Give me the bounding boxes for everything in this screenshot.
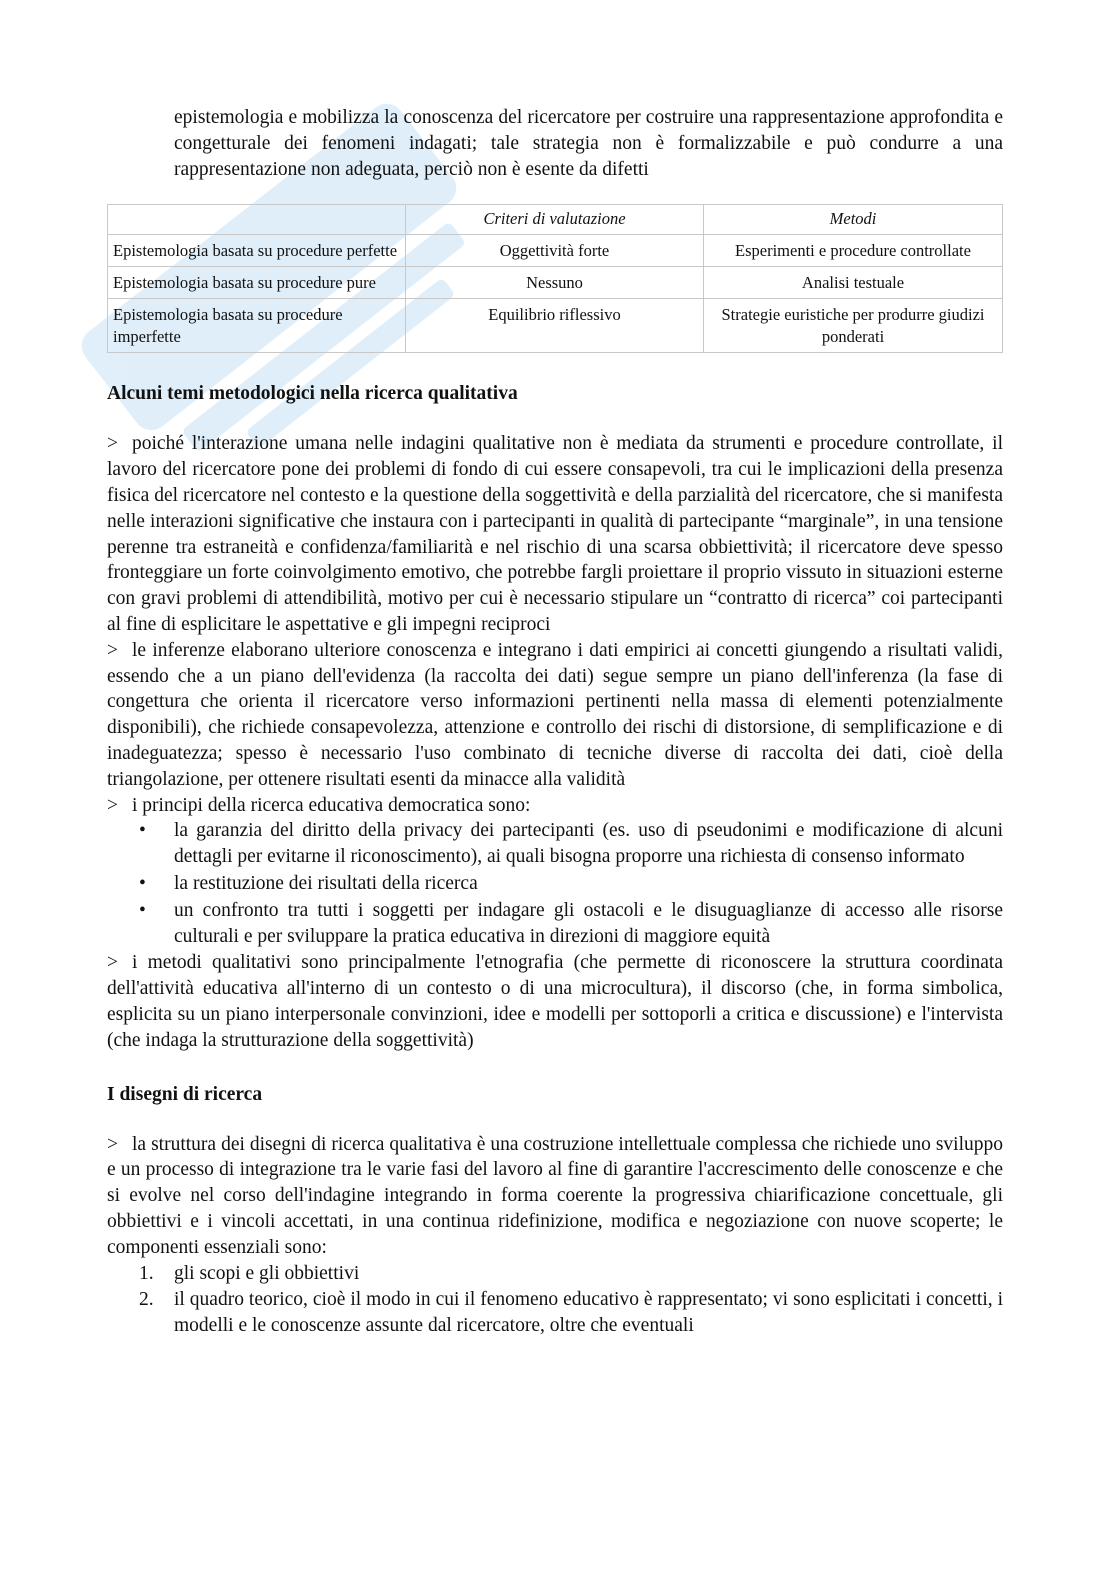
list-item xyxy=(107,1287,1003,1339)
document-page xyxy=(107,105,1003,1340)
paragraph xyxy=(107,793,1003,819)
table-cell: Epistemologia basata su procedure imperfette xyxy=(108,299,406,353)
table-header-cell xyxy=(108,205,406,235)
paragraph xyxy=(107,950,1003,1053)
list-item-text: un confronto tra tutti i soggetti per indagare gli ostacoli e le disuguaglianze di accesso alle risorse culturali e per sviluppare la pratica educativa in direzioni di maggiore equità xyxy=(174,899,1003,947)
table-cell: Epistemologia basata su procedure perfette xyxy=(108,235,406,267)
list-item xyxy=(107,898,1003,950)
paragraph-text: i metodi qualitativi sono principalmente l'etnografia (che permette di riconoscere la struttura coordinata dell'attività educativa all'interno di un contesto o di una microcultura), il discorso (che, in forma simbolica, esplicita su un piano interpersonale convinzioni, idee e modelli per sottoporli a critica e discussione) e l'intervista (che indaga la strutturazione della soggettività) xyxy=(107,952,1003,1051)
table-cell: Analisi testuale xyxy=(704,267,1003,299)
table-row xyxy=(108,267,1003,299)
table-cell: Strategie euristiche per produrre giudizi ponderati xyxy=(704,299,1003,353)
marker: > xyxy=(107,794,118,816)
table-cell: Esperimenti e procedure controllate xyxy=(704,235,1003,267)
list-item xyxy=(107,1261,1003,1287)
list-item xyxy=(107,818,1003,870)
paragraph-text: poiché l'interazione umana nelle indagini qualitative non è mediata da strumenti e procedure controllate, il lavoro del ricercatore pone dei problemi di fondo di cui essere consapevoli, tra cui le implicazioni della presenza fisica del ricercatore nel contesto e la questione della soggettività e della parzialità del ricercatore, che si manifesta nelle interazioni significative che instaura con i partecipanti in qualità di partecipante “marginale”, in una tensione perenne tra estraneità e confidenza/familiarità e nel rischio di una scarsa obbiettività; il ricercatore deve spesso fronteggiare un forte coinvolgimento emotivo, che potrebbe fargli proiettare il proprio vissuto in situazioni esterne con gravi problemi di attendibilità, motivo per cui è necessario stipulare un “contratto di ricerca” coi partecipanti al fine di esplicitare le aspettative e gli impegni reciproci xyxy=(107,433,1003,635)
paragraph xyxy=(107,431,1003,637)
marker: > xyxy=(107,952,118,974)
table-cell: Nessuno xyxy=(406,267,704,299)
section-heading: I disegni di ricerca xyxy=(107,1083,263,1105)
epistemology-table xyxy=(107,204,1003,353)
list-item-text: gli scopi e gli obbiettivi xyxy=(174,1262,360,1284)
paragraph-text: i principi della ricerca educativa democratica sono: xyxy=(132,794,531,816)
bullet: • xyxy=(139,820,146,842)
list-number: 1. xyxy=(139,1262,154,1284)
marker: > xyxy=(107,639,118,661)
paragraph xyxy=(107,638,1003,793)
list-number: 2. xyxy=(139,1289,154,1311)
table-cell: Oggettività forte xyxy=(406,235,704,267)
section-heading: Alcuni temi metodologici nella ricerca qualitativa xyxy=(107,383,518,405)
list-item xyxy=(107,871,1003,897)
intro-paragraph: epistemologia e mobilizza la conoscenza del ricercatore per costruire una rappresentazione approfondita e congetturale dei fenomeni indagati; tale strategia non è formalizzabile e può condurre a una rappresentazione non adeguata, perciò non è esente da difetti xyxy=(174,107,1003,180)
paragraph xyxy=(107,1132,1003,1261)
list-item-text: la garanzia del diritto della privacy dei partecipanti (es. uso di pseudonimi e modificazione di alcuni dettagli per evitarne il riconoscimento), ai quali bisogna proporre una richiesta di consenso informato xyxy=(174,820,1003,868)
table-row xyxy=(108,235,1003,267)
bullet: • xyxy=(139,872,146,894)
list-item-text: la restituzione dei risultati della ricerca xyxy=(174,872,478,894)
table-cell: Epistemologia basata su procedure pure xyxy=(108,267,406,299)
marker: > xyxy=(107,433,118,455)
numbered-list xyxy=(107,1261,1003,1339)
table-cell: Equilibrio riflessivo xyxy=(406,299,704,353)
table-row xyxy=(108,299,1003,353)
marker: > xyxy=(107,1133,118,1155)
list-item-text: il quadro teorico, cioè il modo in cui il fenomeno educativo è rappresentato; vi sono esplicitati i concetti, i modelli e le conoscenze assunte dal ricercatore, oltre che eventuali xyxy=(174,1289,1003,1337)
table-header-cell: Criteri di valutazione xyxy=(406,205,704,235)
paragraph-text: le inferenze elaborano ulteriore conoscenza e integrano i dati empirici ai concetti giungendo a risultati validi, essendo che a un piano dell'evidenza (la raccolta dei dati) segue sempre un piano dell'inferenza (la fase di congettura che orienta il ricercatore verso informazioni pertinenti nella massa di elementi potenzialmente disponibili), che richiede consapevolezza, attenzione e controllo dei rischi di distorsione, di semplificazione e di inadeguatezza; spesso è necessario l'uso combinato di tecniche diverse di raccolta dei dati, cioè della triangolazione, per ottenere risultati esenti da minacce alla validità xyxy=(107,639,1003,790)
paragraph-text: la struttura dei disegni di ricerca qualitativa è una costruzione intellettuale complessa che richiede uno sviluppo e un processo di integrazione tra le varie fasi del lavoro al fine di garantire l'accrescimento delle conoscenze e che si evolve nel corso dell'indagine integrando in forma coerente la progressiva chiarificazione concettuale, gli obbiettivi e i vincoli accettati, in una continua ridefinizione, modifica e negoziazione con nuove scoperte; le componenti essenziali sono: xyxy=(107,1133,1003,1258)
bullet-list xyxy=(107,818,1003,949)
table-header-cell: Metodi xyxy=(704,205,1003,235)
bullet: • xyxy=(139,899,146,921)
table-header-row xyxy=(108,205,1003,235)
